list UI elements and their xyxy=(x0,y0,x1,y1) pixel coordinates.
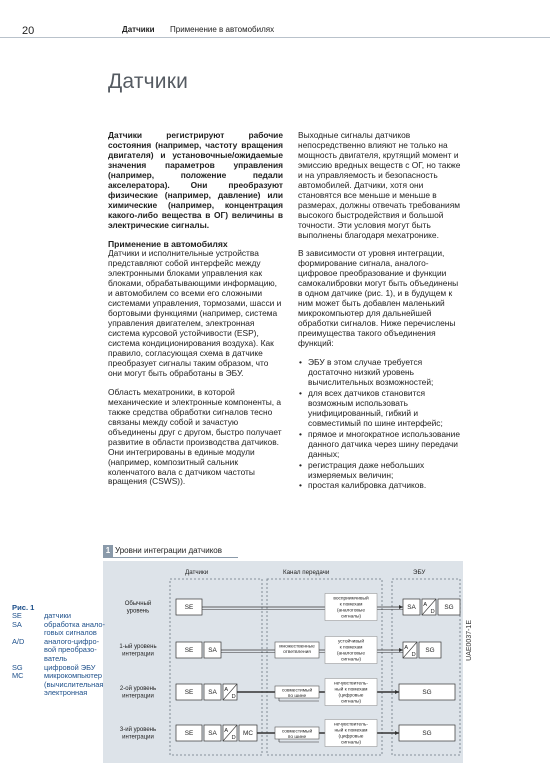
link-box-label: совместимый xyxy=(281,729,313,735)
block-label: SG xyxy=(425,647,435,655)
column-header: ЭБУ xyxy=(413,569,426,576)
subheading: Применение в автомобилях xyxy=(108,238,228,249)
figure-title: Уровни интеграции датчиков xyxy=(115,546,222,555)
legend-value: датчики xyxy=(44,611,71,620)
block-label: SG xyxy=(422,689,432,697)
left-paragraph-2: Область мехатроники, в которой механические и электронные компоненты, а также средства обработки сигналов тесно связаны между собой и зачастую объединены друг с другом, быстро получает развитие в области производства датчиков. Они интегрированы в единые модули (например, композитный сальник коленчатого вала с датчиком частоты вращения (CSWS)). xyxy=(108,386,282,487)
row-label: Обычный xyxy=(124,601,152,607)
channel-text: (цифровые xyxy=(338,734,364,740)
row-label: интеграции xyxy=(122,651,154,658)
channel-text: сигналы) xyxy=(341,740,361,746)
header-subsection: Применение в автомобилях xyxy=(170,25,275,34)
signal-arrow xyxy=(395,690,399,694)
channel-text: (аналоговые xyxy=(336,651,366,657)
block-label: SE xyxy=(184,604,194,612)
right-column xyxy=(298,131,464,492)
ad-label-d: D xyxy=(231,735,236,741)
row-label: уровень xyxy=(126,608,150,615)
page-title: Датчики xyxy=(108,70,189,93)
ad-label-d: D xyxy=(231,694,236,700)
block-label: SE xyxy=(184,689,194,697)
link-box-label: по шине xyxy=(287,694,307,700)
legend-key: SE xyxy=(12,611,22,620)
left-column xyxy=(108,131,283,496)
channel-text: (цифровые xyxy=(338,693,364,699)
header-rule xyxy=(0,37,550,38)
legend-value: микрокомпьютер (вычислительная электронная xyxy=(44,671,104,698)
figure-code: UAE0037-1E xyxy=(466,620,473,661)
channel-text: сигналы) xyxy=(341,614,361,620)
block-label: SE xyxy=(184,647,194,655)
legend-value: цифровой ЭБУ xyxy=(44,662,96,672)
block-label: SE xyxy=(184,730,194,738)
column-header: Датчики xyxy=(185,569,209,576)
link-box-label: совместимый xyxy=(281,688,313,694)
signal-arrow xyxy=(399,605,403,609)
channel-text: (аналоговые xyxy=(336,608,366,614)
list-item: • регистрация даже небольших измеряемых величин; xyxy=(298,461,464,481)
row-label: 2-ой уровень xyxy=(119,686,157,692)
advantages-list xyxy=(298,358,464,491)
block-label: SG xyxy=(444,604,454,612)
channel-text: нечувствитель- xyxy=(334,722,368,728)
page-number: 20 xyxy=(22,25,35,37)
list-item: • для всех датчиков становится возможным использовать унифицированный, гибкий и совместимый по шине интерфейс; xyxy=(298,389,464,429)
block-label: MC xyxy=(243,730,253,738)
legend-key: SA xyxy=(12,619,22,629)
legend-value: обработка анало-говых сигналов xyxy=(44,619,105,638)
legend-key: SG xyxy=(12,662,23,672)
signal-arrow xyxy=(395,731,399,735)
ad-label-d: D xyxy=(430,609,435,615)
diagram-canvas xyxy=(103,561,463,763)
block-label: SA xyxy=(407,604,416,612)
link-box-label: по шине xyxy=(287,735,307,741)
signal-arrow xyxy=(399,648,403,652)
legend-key: MC xyxy=(12,671,24,681)
figure-caption-title: Рис. 1 xyxy=(12,603,35,612)
list-item: • ЭБУ в этом случае требуется достаточно низкий уровень вычислительных возможностей; xyxy=(298,358,464,388)
row-label: 1-ый уровень xyxy=(119,644,157,650)
channel-text: нечувствитель- xyxy=(334,681,368,687)
channel-text: к помехам xyxy=(339,602,363,608)
list-item: • прямое и многократное использование данного датчика через шину передачи данных; xyxy=(298,430,464,460)
channel-text: ный к помехам xyxy=(334,687,368,693)
legend-value: аналого-цифро-вой преобразо-ватель xyxy=(44,636,100,663)
channel-text: к помехам xyxy=(339,645,363,651)
block-label: SG xyxy=(422,730,432,738)
integration-diagram xyxy=(103,561,463,763)
legend-row xyxy=(12,638,106,664)
block-label: SA xyxy=(208,730,217,738)
channel-text: устойчивый xyxy=(337,639,365,645)
ad-label-d: D xyxy=(411,652,416,658)
ad-label-a: A xyxy=(404,645,409,651)
figure-legend xyxy=(12,612,106,698)
row-label: интеграции xyxy=(122,734,154,741)
figure-title-rule xyxy=(103,557,238,558)
channel-text: восприимчивый xyxy=(333,596,369,602)
row-label: интеграции xyxy=(122,693,154,700)
channel-text: сигналы) xyxy=(341,699,361,705)
block-label: SA xyxy=(208,689,217,697)
legend-row xyxy=(12,621,106,638)
ad-label-a: A xyxy=(224,687,229,693)
legend-key: A/D xyxy=(12,636,25,646)
header-section: Датчики xyxy=(122,25,155,34)
figure-number: 1 xyxy=(103,545,113,557)
link-box-label: множественные xyxy=(279,644,315,650)
list-item: • простая калибровка датчиков. xyxy=(298,481,464,491)
column-header: Канал передачи xyxy=(283,569,330,576)
channel-text: сигналы) xyxy=(341,657,361,663)
right-paragraph-2: В зависимости от уровня интеграции, формирование сигнала, аналого-цифровое преобразование и функции самокалибровки могут быть объединены в одном датчике (рис. 1), и в будущем к ним может быть добавлен маленький микрокомпьютер для дальнейшей обработки сигналов. Ниже перечислены преимущества такого объединения функций: xyxy=(298,248,459,349)
legend-row xyxy=(12,672,106,698)
ad-label-a: A xyxy=(224,728,229,734)
link-box-label: ответвления xyxy=(283,650,311,656)
left-paragraph-1: Датчики и исполнительные устройства представляют собой интерфейс между электронными блоками управления как блоками, обрабатывающими информацию, и автомобилем со всеми его сложными системами управления, тормозами, шасси и бортовыми функциями (например, система управления двигателем, электронная система курсовой устойчивости (ESP), система кондиционирования воздуха). Как правило, согласующая схема в датчике преобразует сигналы таким образом, что они могут быть обработаны в ЭБУ. xyxy=(108,248,282,378)
block-label: SA xyxy=(208,647,217,655)
channel-text: ный к помехам xyxy=(334,728,368,734)
ad-label-a: A xyxy=(423,602,428,608)
right-paragraph-1: Выходные сигналы датчиков непосредственно влияют не только на мощность двигателя, крутящий момент и эмиссию вредных веществ с ОГ, но также и на управляемость и безопасность автомобилей. Датчики, хотя они становятся все меньше и меньше в размерах, должны отвечать требованиям высокого быстродействия и большой точности. Эти условия могут быть выполнены благодаря мехатронике. xyxy=(298,130,461,240)
lead-paragraph: Датчики регистрируют рабочие состояния (например, частоту вращения двигателя) и установочные/ожидаемые значения параметров управления (например, положение педали акселератора). Они преобразуют физические (например, давление) или химические (например, концентрация какого-либо вещества в ОГ) величины в электрические сигналы. xyxy=(108,130,283,230)
row-label: 3-ий уровень xyxy=(119,727,157,733)
